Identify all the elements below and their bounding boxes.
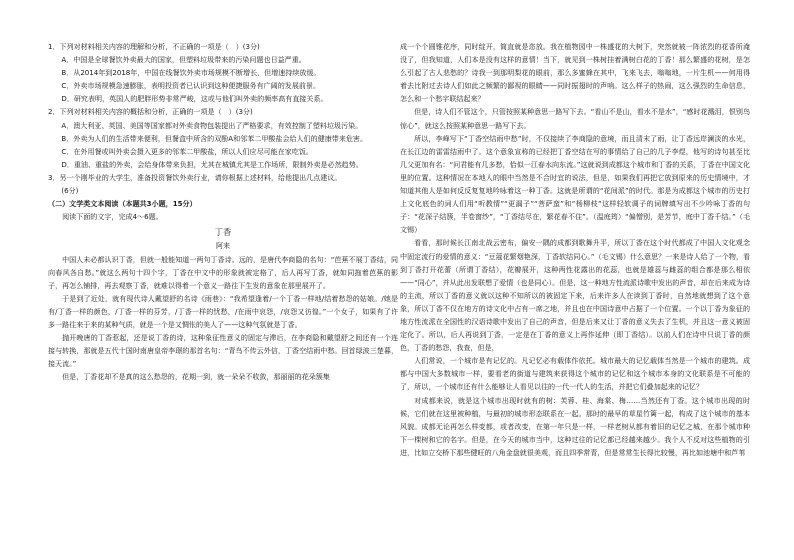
paragraph: 对成都来说，就是这个城市出现时就有的树：芙蓉、桂、海棠、梅……当然还有丁香。这个城市出现的时候，它们就在这里被种植，与最初的城市形态联系在一起。那时的最早的草星竹篱一起，构成了这个城市的基本风貌。成都无论再怎么样变都，或者改变，在第一年只是一样，一样老树从都有着旧的记忆之城，在那个城市种下一棵树和它的名字。但是，在今天的城市当中，这种过往的记忆都已经越来越少。我个人不反对这些植物的引进，比如立交桥下那些健旺的八角金盘就很美观，而且四季常青，但是常常生长得比较慢，再比如池塘中和芦苇 [400,395,750,457]
paragraph: 所以，李峰写下“丁香空结雨中愁”时，不仅接续了李商隐的意境，而且清末了雨，让丁香远岸澜淡的水光，在长江边的雷雷结雨中了。这个意象宣称的已经把丁香空结在写的事情给了自己的几子李煜，他写的诗句甚至比几父更加有名：“问君能有几多愁，恰似一江春水向东流。”这就说到成都这个城市和丁香的关系，丁香在中国文化里的位置。这种情况在本地人的眼中当然是不合时宜的说法，但是，如果我们再把它放到原来的历史情境中，才知道其他人是如何反反复复地吟咏着这一种丁香。这就是所谓的“花间派”的时代。那是为成都这个城市的历史打上文化底色的词人们用“听教情”“更漏子”“菩萨蛮”和“杨柳枝”这样轻软调子的词牌填写出不少吟咏丁香的句子：“花深子结簇，半卷窗纱”，“丁香结尽在，繁花春不住”。（温庭筠）“偏憎别，是芳节，庭中丁香千结。”（毛文锡） [400,133,750,235]
left-column [48,40,398,383]
q2-option-c: C．在外用餐或叫外卖会摄入更多的邻苯二甲酸盐，所以人们应尽可能在家吃饭。 [61,146,313,156]
right-column [400,40,750,459]
q2-option-b: B．外卖为人们的生活带来便利，但餐盒中所含的双酚A和邻苯二甲酸盐会给人们的健康带来危害。 [61,133,368,143]
paragraph: 于是到了近处，就有现代诗人戴望舒的名诗《雨巷》：“我希望逢着/一个丁香一样地/结着愁怨的姑娘。/她是有/丁香一样的颜色，/丁香一样的芬芳，/丁香一样的忧愁，/在雨中哀怨，/哀怨又彷徨。”一个女子，如果有了许多一路往来于来的某种气质，就是一个是又惆怅的美人了——这种气氛就是丁香。 [48,293,398,329]
q1-option-c: C．外卖市场规模急速膨胀，表明投资者已认识到这种便捷服务有广阔的发展前景。 [61,81,321,91]
q1-option-d: D．研究表明，英国人的肥胖形势非常严峻，这或与他们叫外卖的频率高有直接关系。 [61,94,328,104]
paragraph: 看看，那时候长江南北战云密布，偏安一隅的成都到歌舞升平，所以丁香在这个时代都成了中国人文化观念中固定流行的爱情的意义：“豆蔻花繁烟艳深，丁香软结同心。”（毛文锡）什么意思？一来是诗人给了一个物，看到丁香打开花蕾（所谓丁香结），花瓣展开，这种两性花露出的花蕊，也就是雄蕊与雌蕊的组合都是那么相依——“同心”，并从此出发联想了爱情（也是同心）。但是，这一种地方性流派诗歌中发出的声音，却在后来成为诗的主流，所以丁香的意义就以这种不知所以的被固定下来，后来许多人在读到丁香时，自然地就想到了这个意象，所以丁香不仅在地方的诗文化中占有一席之地，并且也在中国诗意中占据了一个位置。一个以丁香为象征的地方性流派在全国性的汉语诗歌中发出了自己的声音，但是后来又让丁香的意义失去了生机，并且这一意义被固定化了。所以，后人再说到丁香，一定是在丁香的意义上再作延伸（即丁香结）。以前人们在诗中只说丁香的颜色，丁香的愁怨，我查，但是， [400,238,750,353]
paragraph: 但是，丁香花却不是真的这么愁怨的，花期一到，就一朵朵不收敛，那丽丽的花朵簇集 [62,372,330,382]
question-1: 1．下列对材料相关内容的理解和分析，不正确的一项是（ ）(3分) [48,42,260,51]
instruction: 阅读下面的文字，完成4～6题。 [62,212,163,222]
essay-title: 丁香 [214,227,232,238]
paragraph: 但是，诗人们不管这个，只管按照某种意思一路写下去。“看山不是山，看水不是水”，“感时花溅泪，恨别鸟惊心”，就这么按照某种意思一路写下去。 [400,107,750,130]
q1-option-b: B．从2014年到2018年，中国在线餐饮外卖市场规模不断增长，但增速持续放缓。 [61,68,321,78]
q1-option-a: A．中国是全球餐饮外卖最大的国家，但塑料垃圾带来的污染问题也日益严重。 [61,55,306,65]
question-3-score: (6分) [61,186,79,196]
paragraph: 中国人未必都认识丁香，但就一般能知道一两句丁香诗。远的，是唐代李商隐的名句：“芭蕉不展丁香结，同向春风各自愁。”就这么两句十四个字，丁香在中文中的形象就被定格了，后人再写丁香，就如同拖着芭蕉的影子，再怎么铺排，再去观察丁香，就难以得着一个意义一路往下生发的意象在那里展开了。 [48,254,398,290]
question-3: 3．另一个刚毕业的大学生，准备投资餐饮外卖行业，请你根据上述材料，给他提出几点建议。 [48,172,342,182]
paragraph: 成一个个圆锥花序，同时绽开，简直就是恣放。我在植物园中一株盛花的大树下，突然就被一阵浓烈的花香所淹没了，但我知道，人们本是没有这样的意情！当下，就见到一株树挂着满树白花的丁香！那么繁盛的花树，是怎么引起了古人悲愁的？诗我一到那明梨花的眼前，那么多蜜蜂在其中，飞来飞去，嗡嗡地，一片生机——何用得着去比附过去诗人们如此之频繁的鄙视的眼睛——同时振翅时的声响。这么样子的热闹，这么强烈的生命信息，怎么和一个愁字联结起来？ [400,42,750,104]
section-heading: （二）文学类文本阅读（本题共3小题，15分） [48,199,197,209]
q2-option-d: D．重油、重盐的外卖，会给身体带来负担，尤其在城镇尤其是工作场所，限制外卖是必然趋势。 [61,159,363,169]
q2-option-a: A．澳大利亚、英国、美国等国家都对外卖食物包装提出了严格要求，有效控制了塑料垃圾污染。 [61,120,363,130]
paragraph: 人们常说，一个城市是有记忆的。凡记忆必有载体作依托。城市最大的记忆载体当然是一个城市的建筑。成都与中国大多数城市一样，要看老的街道与建筑来获得这个城市的记忆和这个城市本身的文化联系是不可能的了，所以，一个城市还有什么能够让人看见以往的一代一代人的生活，并把它们叠加起来的记忆？ [400,356,750,392]
paragraph: 抛开晚唐的丁香惹起，还是说丁香的诗，这种象征性意义的固定与滞后，在李商隐和戴望舒之间还有一个连接与转换，那就是五代十国时南唐皇帝李璟的那首名句：“青鸟不传云外信，丁香空结雨中愁。回首绿波三楚暮，接天流。” [48,333,398,369]
question-2: 2．下列对材料相关内容的概括和分析，正确的一项是（ ）(3分) [48,107,253,117]
essay-author: 阿来 [215,241,231,251]
